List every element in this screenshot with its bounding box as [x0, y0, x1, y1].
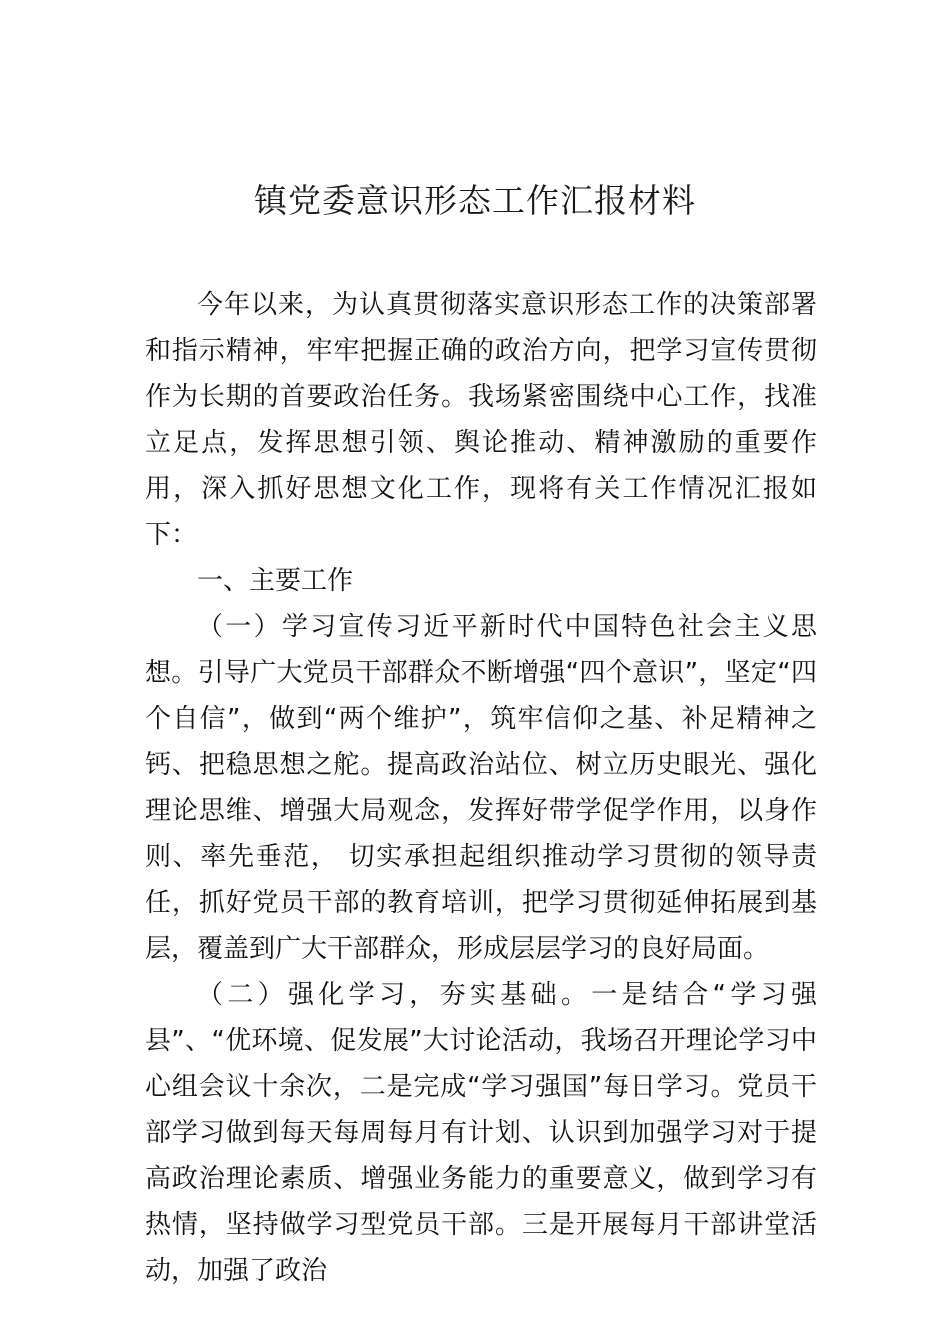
paragraph-strengthen-study: （二）强化学习，夯实基础。一是结合“学习强县”、“优环境、促发展”大讨论活动，我场召开理论学习中心组会议十余次，二是完成“学习强国”每日学习。党员干部学习做到每天每周每月有计划、认识到加强学习对于提高政治理论素质、增强业务能力的重要意义，做到学习有热情，坚持做学习型党员干部。三是开展每月干部讲堂活动，加强了政治	[145, 980, 817, 1286]
document-title: 镇党委意识形态工作汇报材料	[254, 181, 696, 220]
intro-paragraph: 今年以来，为认真贯彻落实意识形态工作的决策部署和指示精神，牢牢把握正确的政治方向，把学习宣传贯彻作为长期的首要政治任务。我场紧密围绕中心工作，找准立足点，发挥思想引领、舆论推动、精神激励的重要作用，深入抓好思想文化工作，现将有关工作情况汇报如下：	[145, 290, 817, 550]
paragraph-study-thought: （一）学习宣传习近平新时代中国特色社会主义思想。引导广大党员干部群众不断增强“四个意识”，坚定“四个自信”，做到“两个维护”，筑牢信仰之基、补足精神之钙、把稳思想之舵。提高政治站位、树立历史眼光、强化理论思维、增强大局观念，发挥好带学促学作用，以身作则、率先垂范， 切实承担起组织推动学习贯彻的领导责任，抓好党员干部的教育培训，把学习贯彻延伸拓展到基层，覆盖到广大干部群众，形成层层学习的良好局面。	[145, 612, 817, 964]
section-heading-main-work: 一、主要工作	[197, 566, 354, 596]
document-body	[145, 282, 817, 1294]
